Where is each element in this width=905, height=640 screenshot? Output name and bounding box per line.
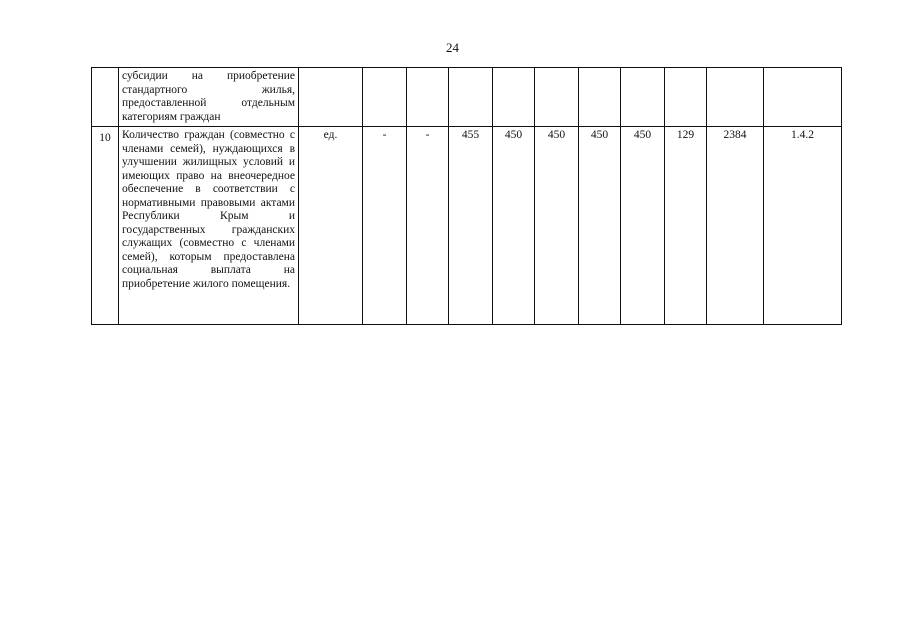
unit-cell	[299, 68, 363, 127]
unit-cell: ед.	[299, 127, 363, 325]
value-cell: -	[407, 127, 449, 325]
value-cell	[579, 68, 621, 127]
table-row	[92, 68, 842, 127]
value-cell	[707, 68, 764, 127]
indicator-name-cell: Количество граждан (совместно с членами семей), нуждающихся в улучшении жилищных условий и имеющих право на внеочередное обеспечение в соответствии с нормативными правовыми актами Республики Крым и государственных гражданских служащих (совместно с членами семей), которым предоставлена социальная выплата на приобретение жилого помещения.	[119, 127, 299, 325]
value-cell	[493, 68, 535, 127]
table-row	[92, 127, 842, 325]
value-cell	[449, 68, 493, 127]
value-cell	[363, 68, 407, 127]
value-cell: 455	[449, 127, 493, 325]
value-cell	[621, 68, 665, 127]
value-cell: 450	[493, 127, 535, 325]
row-number-cell	[92, 68, 119, 127]
value-cell: 450	[621, 127, 665, 325]
reference-cell	[764, 68, 842, 127]
reference-cell: 1.4.2	[764, 127, 842, 325]
value-cell	[407, 68, 449, 127]
value-cell: 129	[665, 127, 707, 325]
value-cell: 2384	[707, 127, 764, 325]
value-cell: -	[363, 127, 407, 325]
value-cell: 450	[535, 127, 579, 325]
indicators-table	[91, 67, 842, 325]
value-cell	[535, 68, 579, 127]
page-number: 24	[446, 40, 459, 55]
indicator-name-cell: субсидии на приобретение стандартного жилья, предоставленной отдельным категориям граждан	[119, 68, 299, 127]
value-cell	[665, 68, 707, 127]
value-cell: 450	[579, 127, 621, 325]
row-number-cell: 10	[92, 127, 119, 325]
